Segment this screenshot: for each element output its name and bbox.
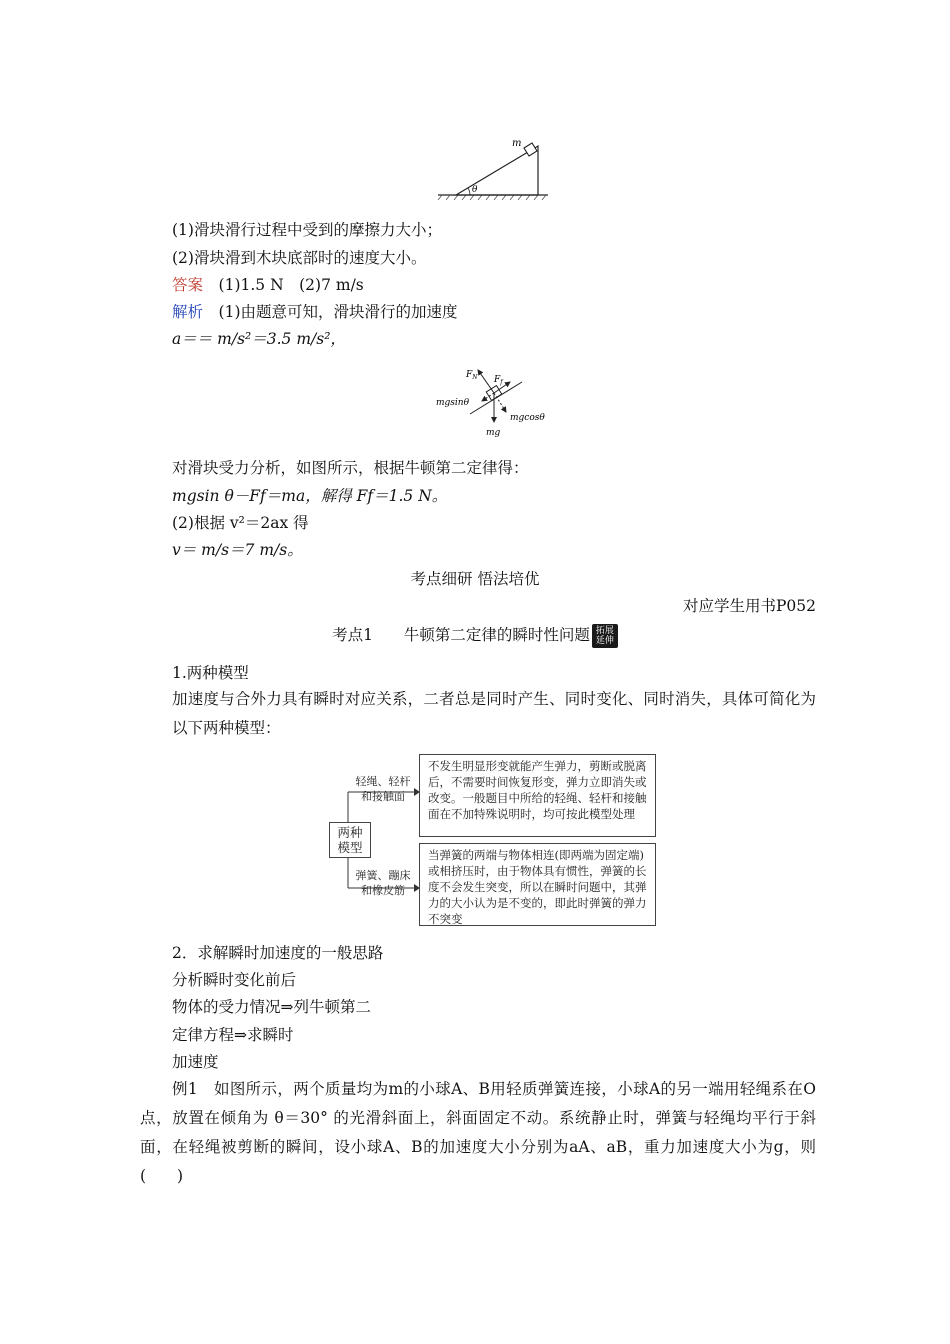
branch-1-label: 轻绳、轻杆和接触面 [355, 775, 411, 803]
extension-badge: 拓展延伸 [592, 624, 618, 648]
incline-figure [436, 132, 550, 202]
step-4: 加速度 [172, 1053, 219, 1071]
question-2: (2)滑块滑到木块底部时的速度大小。 [172, 249, 427, 267]
branch-2-box: 当弹簧的两端与物体相连(即两端为固定端)或相挤压时，由于物体具有惯性，弹簧的长度不会发生突变，所以在瞬时问题中，其弹力的大小认为是不变的，即此时弹簧的弹力不突变 [419, 843, 656, 926]
analysis-line [172, 302, 458, 322]
branch-2-label: 弹簧、蹦床和橡皮筋 [355, 869, 411, 897]
ff-label: $F_f$ [494, 375, 503, 386]
book-reference: 对应学生用书P052 [682, 597, 816, 615]
topic-1-heading [0, 624, 950, 648]
step-3: 定律方程⇒求瞬时 [172, 1026, 294, 1044]
models-paragraph: 加速度与合外力具有瞬时对应关系，二者总是同时产生、同时变化、同时消失，具体可简化为以下两种模型： [172, 690, 816, 737]
equation-velocity: v＝ m/s＝7 m/s。 [172, 541, 303, 559]
mg-label: mg [486, 428, 501, 438]
topic-1-title: 考点1 牛顿第二定律的瞬时性问题 [332, 626, 590, 644]
answer-label: 答案 [172, 276, 204, 294]
fn-label: $F_N$ [466, 370, 478, 381]
analysis-label: 解析 [172, 303, 204, 321]
answer-text: (1)1.5 N (2)7 m/s [218, 276, 364, 294]
force-diagram [436, 362, 556, 442]
section-title: 考点细研 悟法培优 [410, 570, 540, 588]
question-1: (1)滑块滑行过程中受到的摩擦力大小； [172, 221, 442, 239]
diagram-root: 两种模型 [329, 822, 371, 858]
force-analysis-text: 对滑块受力分析，如图所示，根据牛顿第二定律得： [172, 459, 529, 477]
mgsin-label: mgsinθ [436, 398, 470, 408]
heading-two-models: 1.两种模型 [172, 664, 249, 682]
example-1: 例1 如图所示，两个质量均为m的小球A、B用轻质弹簧连接，小球A的另一端用轻绳系在O点，放置在倾角为 θ＝30° 的光滑斜面上，斜面固定不动。系统静止时，弹簧与轻绳均平行于斜面，在轻绳被剪断的瞬间，设小球A、B的加速度大小分别为aA、aB，重力加速度大小为g，则( ) [140, 1080, 816, 1185]
mass-label: m [512, 138, 522, 149]
mgcos-label: mgcosθ [510, 413, 545, 423]
heading-general-approach: 2．求解瞬时加速度的一般思路 [172, 944, 384, 962]
equation-acceleration: a＝＝ m/s²＝3.5 m/s²， [172, 330, 346, 348]
analysis-text: (1)由题意可知，滑块滑行的加速度 [218, 303, 458, 321]
answer-line [172, 275, 364, 295]
branch-1-box: 不发生明显形变就能产生弹力，剪断或脱离后，不需要时间恢复形变，弹力立即消失或改变。一般题目中所给的轻绳、轻杆和接触面在不加特殊说明时，均可按此模型处理 [419, 754, 656, 837]
angle-label: θ [472, 185, 478, 195]
step-1: 分析瞬时变化前后 [172, 971, 297, 989]
part-2-text: (2)根据 v²＝2ax 得 [172, 514, 309, 532]
step-2: 物体的受力情况⇒列牛顿第二 [172, 998, 371, 1016]
equation-newton: mgsin θ－Ff＝ma，解得 Ff＝1.5 N。 [172, 487, 448, 505]
